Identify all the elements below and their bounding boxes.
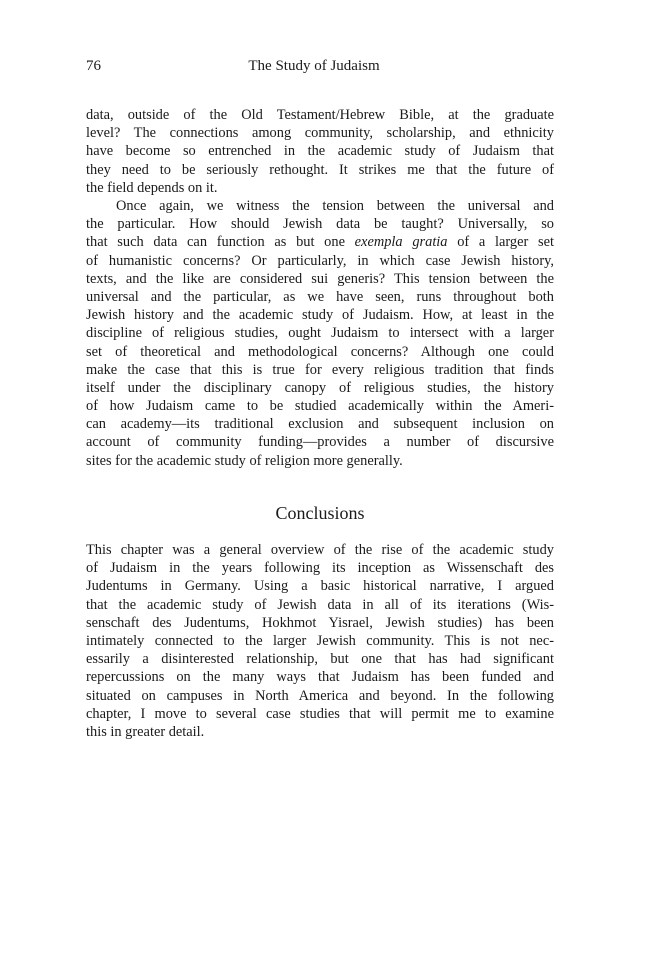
text-line: set of theoretical and methodological concerns? Although one could	[86, 343, 554, 360]
text-run: of a larger set	[447, 234, 554, 251]
text-line: senschaft des Judentums, Hokhmot Yisrael, Jewish studies) has been	[86, 614, 554, 631]
text-line: this in greater detail.	[86, 723, 205, 740]
section-heading: Conclusions	[275, 503, 365, 523]
text-line: the particular. How should Jewish data be taught? Universally, so	[86, 216, 554, 233]
paragraph	[86, 541, 554, 741]
text-line: chapter, I move to several case studies that will permit me to examine	[86, 705, 554, 722]
text-line: situated on campuses in North America and beyond. In the following	[86, 687, 554, 704]
page-number: 76	[86, 58, 101, 74]
text-line: account of community funding—provides a number of discursive	[86, 434, 554, 451]
text-line: essarily a disinterested relationship, but one that has had significant	[86, 651, 554, 668]
text-line: the field depends on it.	[86, 179, 218, 196]
text-line: of how Judaism came to be studied academically within the Ameri-	[86, 398, 554, 415]
text-line: This chapter was a general overview of the rise of the academic study	[86, 542, 554, 558]
text-line: can academy—its traditional exclusion and subsequent inclusion on	[86, 416, 554, 433]
italic-phrase: exempla gratia	[354, 234, 448, 251]
text-line: Once again, we witness the tension between the universal and	[116, 198, 554, 214]
text-line: universal and the particular, as we have seen, runs throughout both	[86, 288, 554, 305]
running-head	[86, 58, 554, 80]
text-line: data, outside of the Old Testament/Hebrew Bible, at the graduate	[86, 107, 554, 123]
text-line: itself under the disciplinary canopy of religious studies, the history	[86, 379, 554, 396]
text-line: level? The connections among community, scholarship, and ethnicity	[86, 125, 554, 142]
text-line: texts, and the like are considered sui generis? This tension between the	[86, 270, 554, 287]
text-line: repercussions on the many ways that Judaism has been funded and	[86, 669, 554, 686]
text-line: have become so entrenched in the academic study of Judaism that	[86, 143, 554, 160]
text-line-with-italic	[86, 233, 554, 251]
text-line: that the academic study of Jewish data in all of its iterations (Wis-	[86, 596, 554, 613]
text-line: Judentums in Germany. Using a basic historical narrative, I argued	[86, 578, 554, 595]
text-line: sites for the academic study of religion more generally.	[86, 452, 403, 469]
text-line: intimately connected to the larger Jewish community. This is not nec-	[86, 632, 554, 649]
text-line: Jewish history and the academic study of Judaism. How, at least in the	[86, 307, 554, 324]
text-line: of Judaism in the years following its inception as Wissenschaft des	[86, 560, 554, 577]
text-line: they need to be seriously rethought. It strikes me that the future of	[86, 161, 554, 178]
paragraph	[86, 106, 554, 197]
text-line: of humanistic concerns? Or particularly, in which case Jewish history,	[86, 252, 554, 269]
text-line: discipline of religious studies, ought Judaism to intersect with a larger	[86, 325, 554, 342]
text-line: make the case that this is true for every religious tradition that finds	[86, 361, 554, 378]
book-page	[86, 0, 554, 975]
running-title: The Study of Judaism	[248, 58, 380, 74]
text-run: that such data can function as but one	[86, 234, 355, 251]
paragraph	[86, 197, 554, 470]
